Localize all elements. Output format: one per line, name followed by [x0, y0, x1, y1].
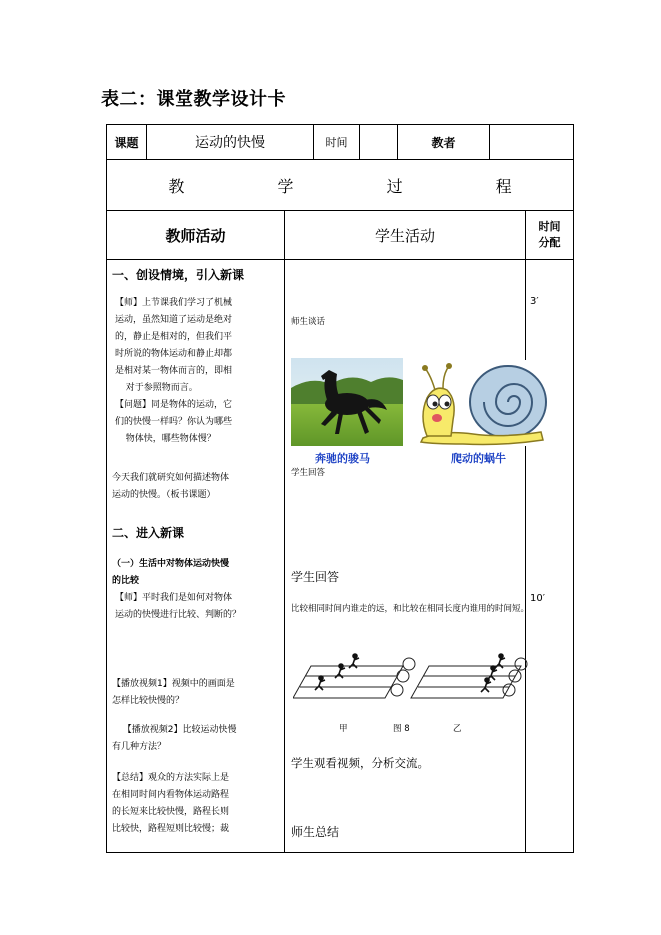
process-row	[107, 160, 574, 211]
student-activity-cell	[285, 260, 530, 853]
subsection-heading: （一）生活中对物体运动快慢 的比较	[112, 559, 230, 586]
column-header-row	[107, 211, 574, 260]
teacher-topic-note: 今天我们就研究如何描述物体 运动的快慢。（板书课题）	[112, 473, 230, 500]
snail-caption: 爬动的蜗牛	[451, 452, 506, 465]
student-answer-small: 学生回答	[291, 468, 326, 478]
student-summary: 师生总结	[291, 825, 340, 839]
teacher-value	[490, 125, 574, 160]
time-allocation-cell	[526, 260, 574, 853]
figure-number: 图 8	[393, 724, 410, 734]
time-label: 时间	[314, 125, 360, 160]
student-activity-header: 学生活动	[285, 211, 526, 260]
process-title: 教 学 过 程	[107, 160, 574, 211]
time-value	[360, 125, 398, 160]
video-2-note: 【播放视频2】比较运动快慢 有几种方法？	[112, 725, 237, 752]
comparison-method: 比较相同时间内谁走的远，和比较在相同长度内谁用的时间短。	[291, 604, 530, 614]
section-2-heading: 二、进入新课	[112, 526, 185, 540]
teacher-activity-cell	[107, 260, 285, 853]
teacher-question: 【师】平时我们是如何对物体 运动的快慢进行比较、判断的？	[115, 593, 242, 620]
content-row	[107, 260, 574, 853]
teacher-label: 教者	[398, 125, 490, 160]
student-answer: 学生回答	[291, 570, 340, 584]
student-discussion: 师生谈话	[291, 317, 326, 327]
topic-label: 课题	[107, 125, 147, 160]
header-row	[107, 125, 574, 160]
figure-label-yi: 乙	[453, 724, 462, 734]
time-10-minutes: 10′	[530, 593, 546, 604]
time-allocation-header: 时间分配	[526, 211, 574, 260]
topic-value: 运动的快慢	[147, 125, 314, 160]
teacher-activity-header: 教师活动	[107, 211, 285, 260]
section-1-heading: 一、创设情境，引入新课	[112, 268, 245, 282]
horse-caption: 奔驰的骏马	[315, 452, 370, 465]
video-1-note: 【播放视频1】视频中的画面是 怎样比较快慢的？	[112, 679, 235, 706]
horse-image	[291, 358, 403, 446]
page-title: 表二：课堂教学设计卡	[101, 89, 286, 110]
time-3-minutes: 3′	[530, 296, 539, 307]
teacher-summary: 【总结】观众的方法实际上是 在相同时间内看物体运动路程 的长短来比较快慢，路程长则 比较快，路程短则比较慢；裁	[112, 773, 230, 834]
figure-label-jia: 甲	[339, 724, 348, 734]
student-watch-video: 学生观看视频，分析交流。	[291, 756, 429, 770]
teacher-intro: 【师】上节课我们学习了机械 运动，虽然知道了运动是绝对 的，静止是相对的，但我们平 时所说的物体运动和静止却都 是相对某一物体而言的，即相 对于参照物而言。 【问题】同是物体的运动，它 们的快慢一样吗？你认为哪些 物体快，哪些物体慢？	[115, 298, 233, 444]
race-figure	[293, 652, 531, 732]
lesson-design-table	[106, 124, 574, 853]
